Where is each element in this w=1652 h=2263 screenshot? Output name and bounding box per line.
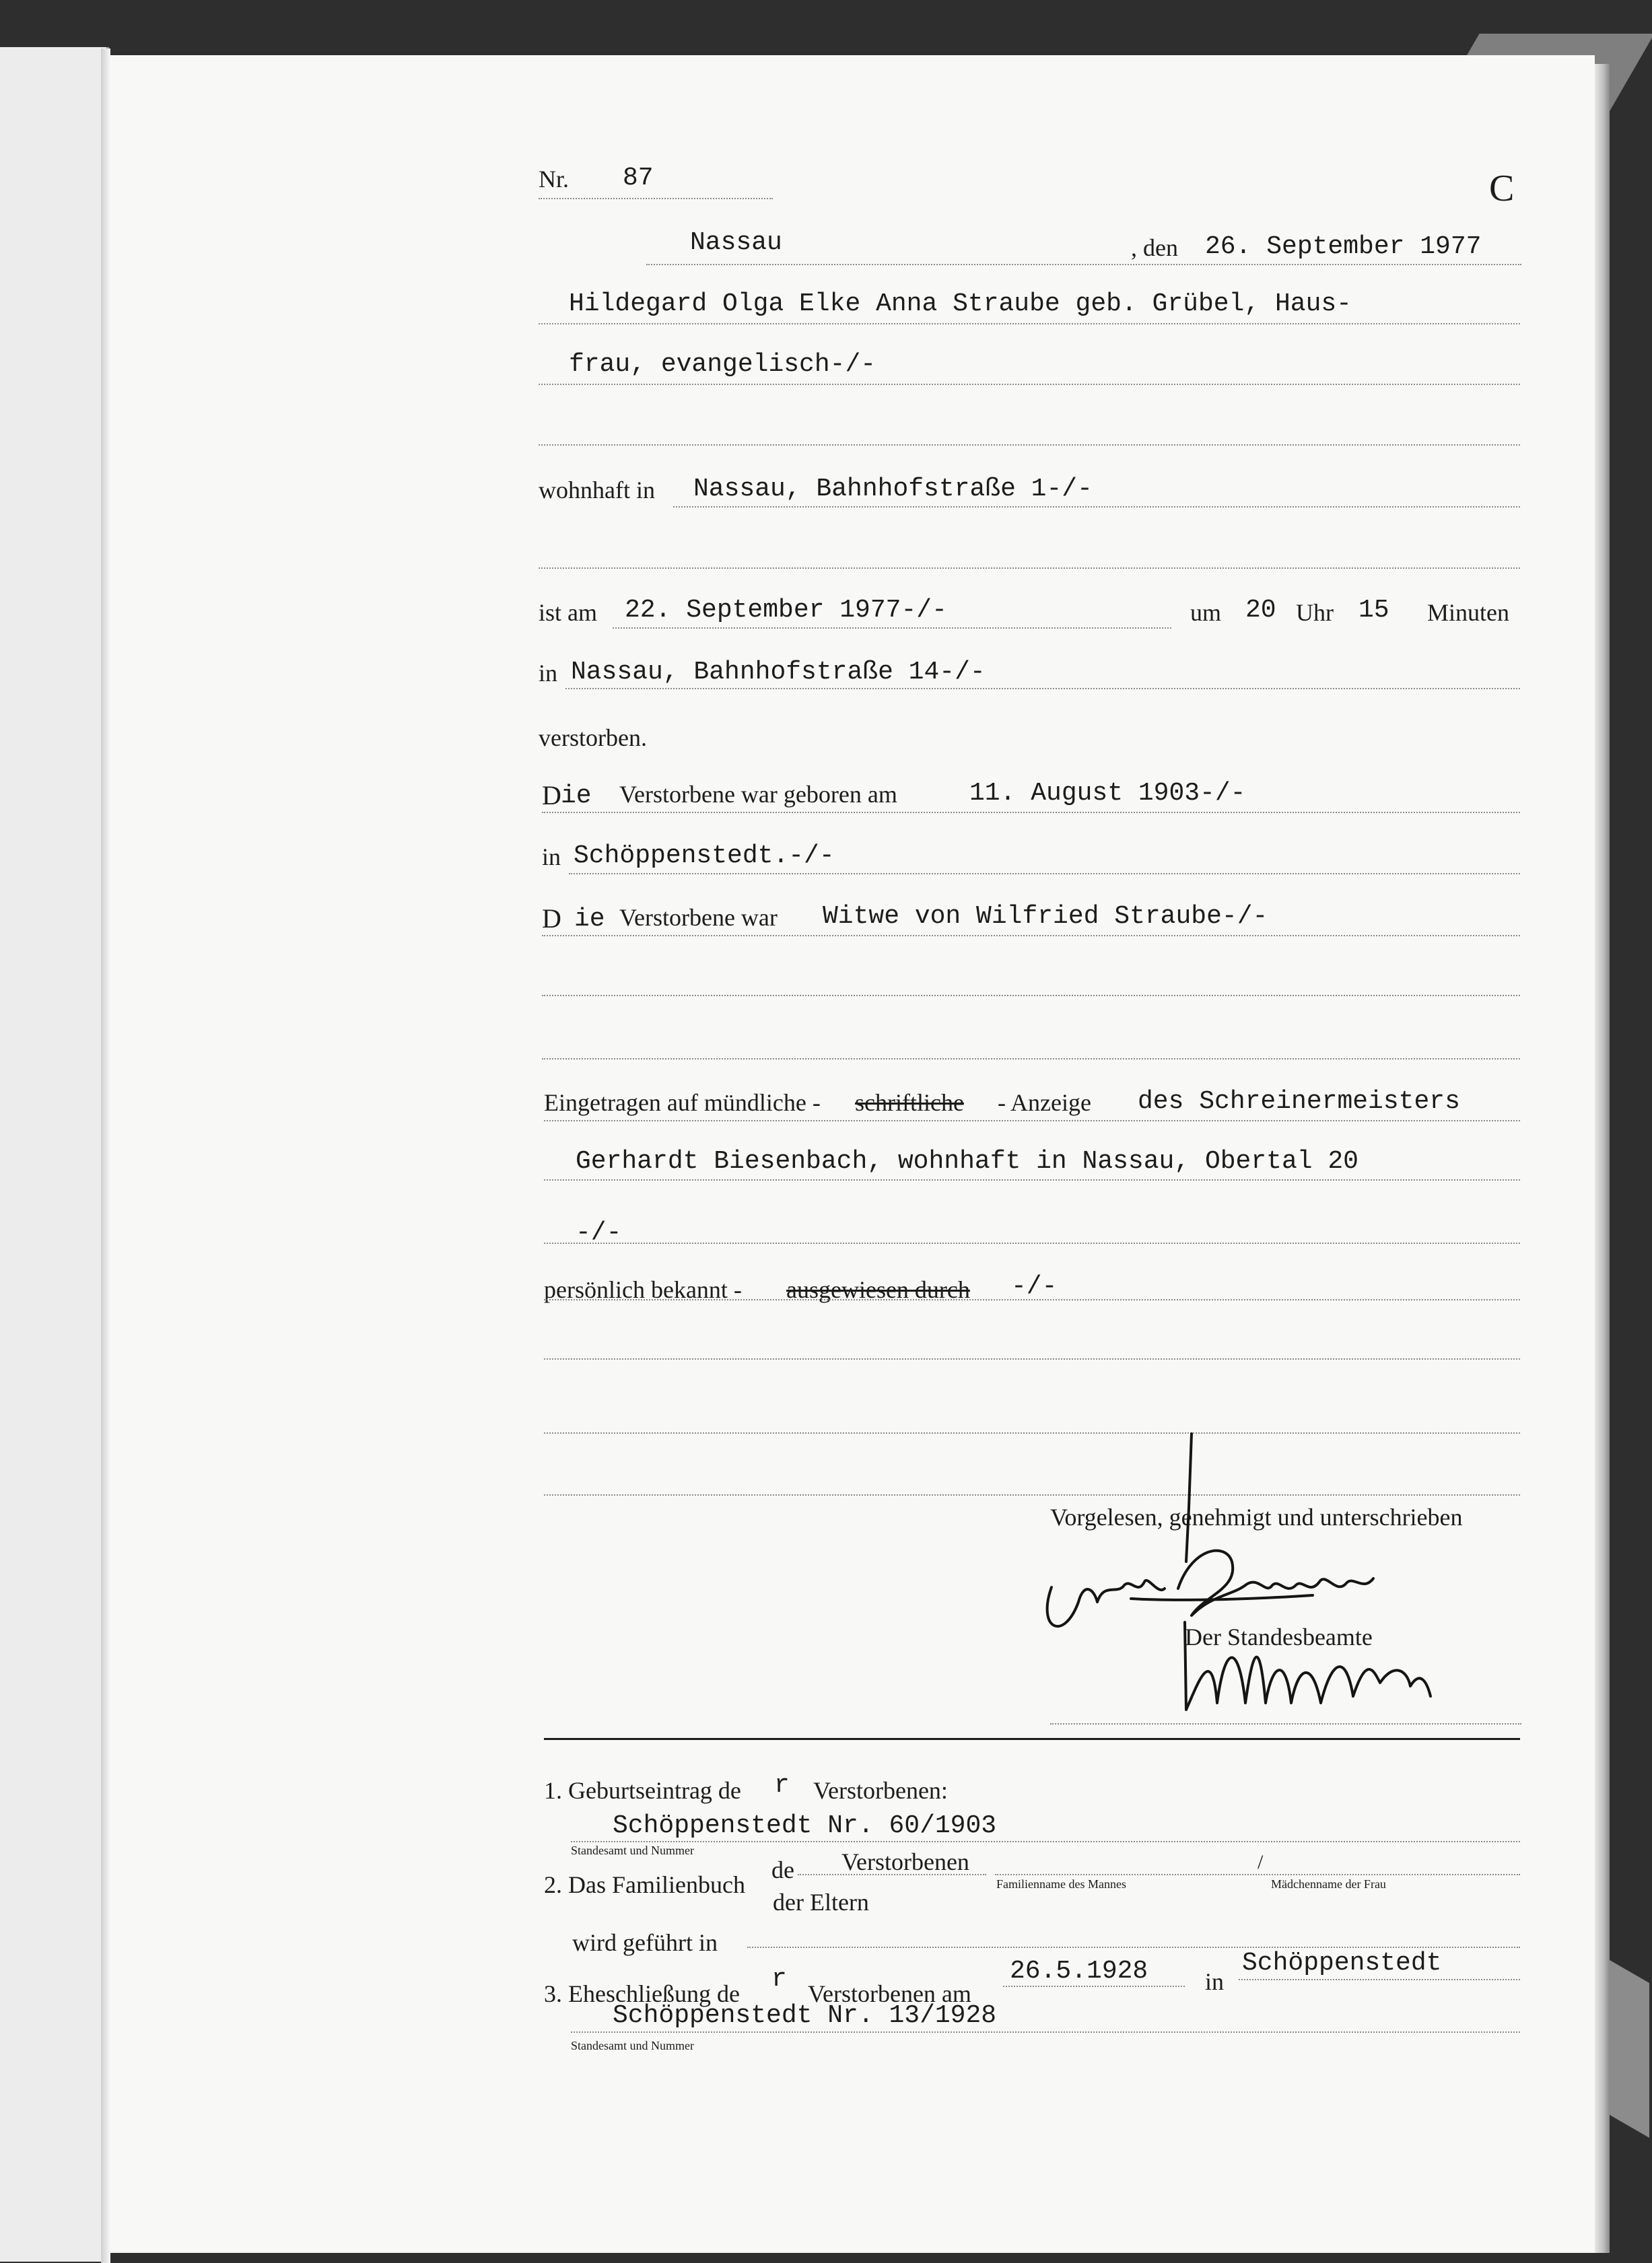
item3-caption: Standesamt und Nummer <box>571 2039 694 2052</box>
marital-line <box>542 935 1520 936</box>
marital-line-2 <box>542 995 1520 996</box>
residence-value: Nassau, Bahnhofstraße 1-/- <box>693 475 1093 503</box>
residence-line-2 <box>539 567 1520 569</box>
item1-value: Schöppenstedt Nr. 60/1903 <box>613 1811 997 1840</box>
birth-place-line <box>569 873 1520 874</box>
item1-line <box>571 1841 1520 1842</box>
ist-am-label: ist am <box>539 599 597 626</box>
birth-date: 11. August 1903-/- <box>969 779 1246 808</box>
marital-article: ie <box>574 905 605 934</box>
item3-line <box>571 2031 1520 2033</box>
item1-suffix: r <box>774 1771 790 1800</box>
person-line-1: Hildegard Olga Elke Anna Straube geb. Grübel, Haus- <box>569 289 1352 318</box>
page-edge <box>1595 64 1610 2253</box>
item3-label: 3. Eheschließung de <box>544 1980 740 2007</box>
death-hour: 20 <box>1245 596 1276 625</box>
registration-value-2: Gerhardt Biesenbach, wohnhaft in Nassau, Obertal 20 <box>576 1147 1358 1176</box>
marital-line-3 <box>542 1058 1520 1059</box>
registration-anzeige: - Anzeige <box>998 1089 1091 1116</box>
item2-wird-label: wird geführt in <box>572 1929 718 1956</box>
item3-date: 26.5.1928 <box>1010 1957 1148 1986</box>
registration-struck: schriftliche <box>855 1089 964 1116</box>
item2-wird-line <box>747 1947 1520 1948</box>
registration-line-3 <box>544 1243 1520 1244</box>
item1-label-b: Verstorbenen: <box>813 1777 948 1804</box>
official-label: Der Standesbeamte <box>1185 1624 1373 1650</box>
registration-label: Eingetragen auf mündliche - <box>544 1089 821 1116</box>
item2-option-line <box>798 1874 986 1875</box>
death-date: 22. September 1977-/- <box>625 596 947 625</box>
residence-label: wohnhaft in <box>539 477 655 503</box>
birth-article: ie <box>561 781 592 810</box>
blank-line-1 <box>544 1358 1520 1360</box>
marital-value: Witwe von Wilfried Straube-/- <box>823 902 1268 931</box>
item3-suffix: r <box>771 1965 787 1994</box>
item2-option-1: Verstorbenen <box>841 1848 969 1875</box>
form-letter: C <box>1489 168 1515 209</box>
item1-label: 1. Geburtseintrag de <box>544 1777 741 1804</box>
uhr-label: Uhr <box>1296 599 1334 626</box>
birth-place: Schöppenstedt.-/- <box>574 841 835 870</box>
residence-line <box>673 506 1520 508</box>
record-date: 26. September 1977 <box>1205 232 1482 261</box>
marital-label: Verstorbene war <box>619 904 778 931</box>
item3-place: Schöppenstedt <box>1242 1949 1442 1978</box>
place-value: Nassau <box>690 228 782 257</box>
person-line-1-rule <box>539 323 1520 324</box>
place-date-line <box>646 264 1521 265</box>
item3-in-label: in <box>1205 1968 1225 1995</box>
marital-prefix: D <box>542 903 561 934</box>
death-minutes: 15 <box>1358 596 1389 625</box>
known-struck: ausgewiesen durch <box>786 1276 970 1303</box>
minuten-label: Minuten <box>1427 599 1509 626</box>
registration-line-2 <box>544 1179 1520 1181</box>
registration-value-1: des Schreinermeisters <box>1138 1087 1460 1116</box>
birth-label: Verstorbene war geboren am <box>619 781 897 808</box>
item2-slash: / <box>1258 1851 1264 1873</box>
item2-caption-b: Mädchenname der Frau <box>1271 1877 1386 1891</box>
known-label: persönlich bekannt - <box>544 1276 742 1303</box>
known-value: -/- <box>1011 1272 1058 1301</box>
death-in-label: in <box>539 660 558 687</box>
birth-in-label: in <box>542 843 561 870</box>
person-line-2: frau, evangelisch-/- <box>569 350 876 379</box>
left-page <box>0 47 109 2262</box>
nr-label: Nr. <box>539 166 569 193</box>
item3-value: Schöppenstedt Nr. 13/1928 <box>613 2001 997 2030</box>
item2-label: 2. Das Familienbuch <box>544 1871 745 1898</box>
item3-place-line <box>1239 1979 1520 1980</box>
item2-de: de <box>771 1856 794 1883</box>
item2-caption-a: Familienname des Mannes <box>996 1877 1126 1891</box>
registration-line-1 <box>544 1120 1520 1121</box>
item2-option-2: der Eltern <box>773 1889 869 1916</box>
person-line-3-rule <box>539 444 1520 446</box>
registration-value-3: -/- <box>576 1218 622 1247</box>
death-date-line <box>613 627 1171 629</box>
item3-label-b: Verstorbenen am <box>808 1980 971 2007</box>
birth-prefix: D <box>542 780 561 810</box>
item1-caption: Standesamt und Nummer <box>571 1844 694 1857</box>
footer-divider <box>544 1738 1520 1740</box>
verstorben-label: verstorben. <box>539 724 647 751</box>
person-line-2-rule <box>539 384 1520 385</box>
item2-name-line <box>995 1874 1520 1875</box>
den-label: , den <box>1131 234 1178 261</box>
official-signature-line <box>1050 1723 1521 1725</box>
nr-value: 87 <box>623 164 654 193</box>
official-signature <box>1171 1602 1521 1750</box>
item3-date-line <box>1003 1986 1185 1987</box>
nr-line <box>539 198 773 199</box>
death-place: Nassau, Bahnhofstraße 14-/- <box>571 658 986 687</box>
read-approved-label: Vorgelesen, genehmigt und unterschrieben <box>1050 1504 1463 1531</box>
known-line <box>544 1299 1520 1300</box>
um-label: um <box>1190 599 1222 626</box>
left-page-edge <box>101 48 110 2263</box>
death-place-line <box>565 688 1520 689</box>
birth-line <box>542 812 1520 813</box>
